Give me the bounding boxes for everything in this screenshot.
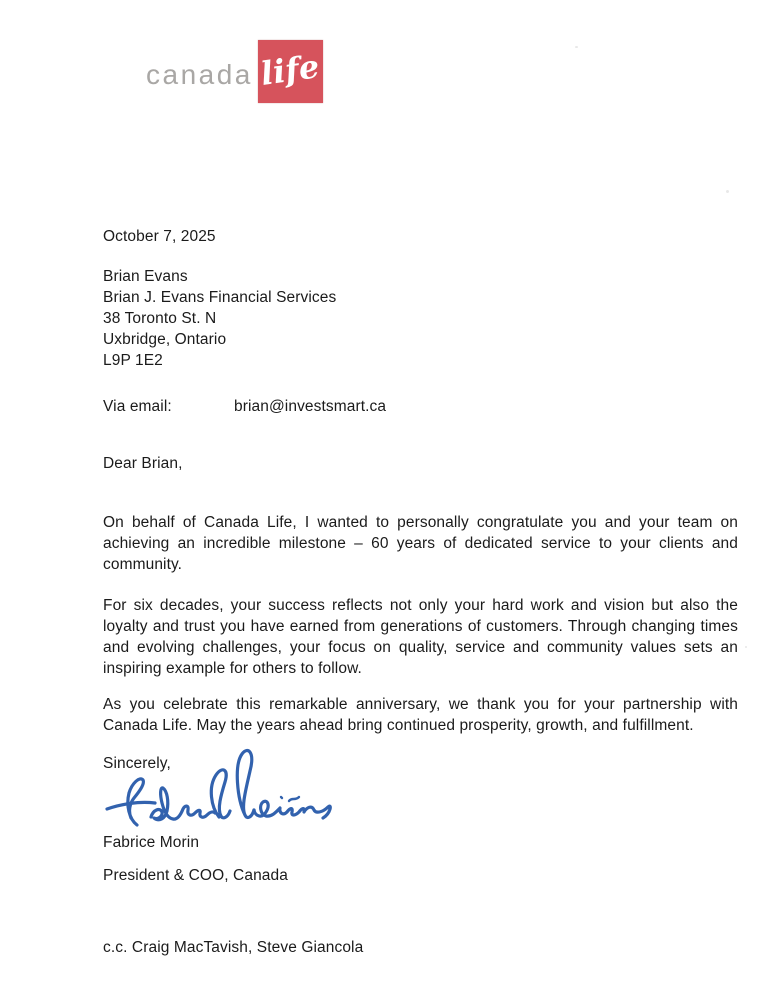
signer-title: President & COO, Canada (103, 867, 288, 884)
recipient-street: 38 Toronto St. N (103, 310, 217, 327)
scan-speck (745, 646, 747, 648)
body-paragraph-2: For six decades, your success reflects not only your hard work and vision but also the loyalty and trust you have earned from generations of customers. Through changing times and evolving challenges, your focus on quality, service and community values sets an inspiring example for others to follow. (103, 597, 738, 677)
handwritten-signature (93, 745, 333, 833)
body-paragraph-3: As you celebrate this remarkable anniversary, we thank you for your partnership with Canada Life. May the years ahead bring continued prosperity, growth, and fulfillment. (103, 696, 738, 734)
body-paragraph-1: On behalf of Canada Life, I wanted to personally congratulate you and your team on achieving an incredible milestone – 60 years of dedicated service to your clients and community. (103, 514, 738, 573)
via-email-address: brian@investsmart.ca (234, 398, 387, 415)
recipient-name: Brian Evans (103, 268, 188, 285)
recipient-city: Uxbridge, Ontario (103, 331, 227, 348)
scan-speck (726, 190, 729, 193)
via-email-row (103, 396, 386, 417)
cc-line: c.c. Craig MacTavish, Steve Giancola (103, 939, 364, 956)
via-email-label: Via email: (103, 398, 172, 415)
scan-speck (575, 46, 578, 48)
logo-life-script-text: life (258, 46, 322, 93)
recipient-address-block (103, 266, 336, 371)
canada-life-logo (146, 40, 323, 103)
logo-canada-text: canada (146, 59, 253, 90)
letter-date: October 7, 2025 (103, 228, 216, 245)
recipient-company: Brian J. Evans Financial Services (103, 289, 337, 306)
logo-red-square (258, 40, 323, 103)
closing: Sincerely, (103, 755, 171, 772)
salutation: Dear Brian, (103, 455, 183, 472)
signer-name: Fabrice Morin (103, 834, 200, 851)
recipient-postal-code: L9P 1E2 (103, 352, 163, 369)
